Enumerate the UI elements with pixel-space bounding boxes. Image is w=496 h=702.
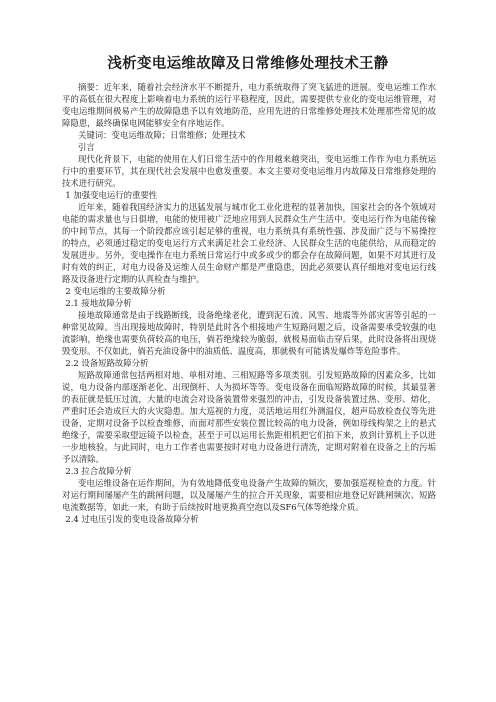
paper-body: [62, 81, 436, 525]
section-2-2-heading: 2.2 设备短路故障分析: [65, 358, 149, 368]
section-2-3-heading: 2.3 拉合故障分析: [65, 466, 132, 476]
intro-paragraph: 现代化背景下，电能的使用在人们日常生活中的作用越来越突出，变电运维工作作为电力系统运行中的重要环节，其在现代社会发展中也愈发重要。本文主要对变电运维月内故障及日常维修处理的技术进行研究。: [62, 154, 436, 188]
section-1-heading: 1 加强变电运行的重要性: [65, 190, 158, 200]
keywords-line: 关键词：变电运维故障；日常维修；处理技术: [77, 130, 246, 140]
section-2-1-paragraph: 接地故障通常是由于线路断线，设备绝缘老化，遭到泥石流、风雪、地震等外部灾害等引起的一种常见故障。当出现接地故障时，特别是此时各个相接地产生短路问题之后，设备需要承受较强的电流影响，绝缘也需要负荷较高的电压，倘若绝缘较为脆弱，就极易面临击穿后果，此时设备将出现烧毁变形。不仅如此，倘若充油设备中的油质低、温度高，那就极有可能诱发爆炸等危险事件。: [62, 310, 436, 356]
section-2-1-heading: 2.1 接地故障分析: [65, 298, 132, 308]
abstract-paragraph: 摘要：近年来，随着社会经济水平不断提升，电力系统取得了突飞猛进的进展。变电运维工作水平的高低在很大程度上影响着电力系统的运行平稳程度，因此，需要提供专业化的变电运维管理，对变电运维期间极易产生的故障隐患予以有效地防范，应用先进的日常维修处理技术处理那些常见的故障隐患，最终确保电网能够安全有序地运作。: [62, 82, 436, 128]
section-1-paragraph: 近年来，随着我国经济实力的迅猛发展与城市化工业化进程的显著加快，国家社会的各个领域对电能的需求量也与日俱增，电能的使用被广泛地应用到人民群众生产生活中。变电运行作为电能传输的中间节点，其每一个阶段都应该引起足够的重视，电力系统具有系统性强、涉及面广泛与不易操控的特点，必须通过稳定的变电运行方式来满足社会工业经济、人民群众生活的电能供给，从而稳定的发展进步。另外，变电操作在电力系统日常运行中或多或少的都会存在故障问题，如果不对其进行及时有效的纠正，对电力设备及运维人员生命财产都是严重隐患，因此必须要认真仔细地对变电运行线路及设备进行定期的认真检查与维护。: [62, 202, 436, 284]
intro-heading: 引言: [77, 142, 95, 152]
section-2-2-paragraph: 短路故障通常包括两相对地、单相对地、三相短路等多项类别。引发短路故障的因素众多，比如说，电力设备内部逐渐老化、出现倒杆、人为损坏等等。变电设备在面临短路故障的时候，其最显著的表征就是低压过流，大量的电流会对设备装置带来强烈的冲击，引发设备装置过热、变形、熔化，严重时还会造成巨大的火灾隐患。加大巡视的力度，灵活地运用红外测温仪，超声局放检查仪等先进设备，定期对设备予以检查维修，而面对那些安装位置比较高的电力设备，例如母线构架之上的悬式绝缘子，需要采取望远镜予以检查，甚至于可以运用长焦距相机把它们拍下来，放到计算机上予以进一步地核验。与此同时，电力工作者也需要按时对电力设备进行清洗，定期对附着在设备之上的污垢予以清除。: [62, 370, 436, 464]
paper-title: 浅析变电运维故障及日常维修处理技术王静: [107, 55, 389, 72]
section-2-4-heading: 2.4 过电压引发的变电设备故障分析: [65, 514, 199, 524]
section-2-heading: 2 变电运维的主要故障分析: [65, 286, 166, 296]
section-2-3-paragraph: 变电运维设备在运作期间，为有效地降低变电设备产生故障的频次，要加强巡视检查的力度。针对运行期间屡屡产生的跳闸问题，以及屡屡产生的拉合开关现象，需要相应地登记好跳闸频次、短路电流数据等，如此一来，有助于后续按时地更换真空泡以及SF6气体等绝缘介质。: [62, 478, 436, 512]
